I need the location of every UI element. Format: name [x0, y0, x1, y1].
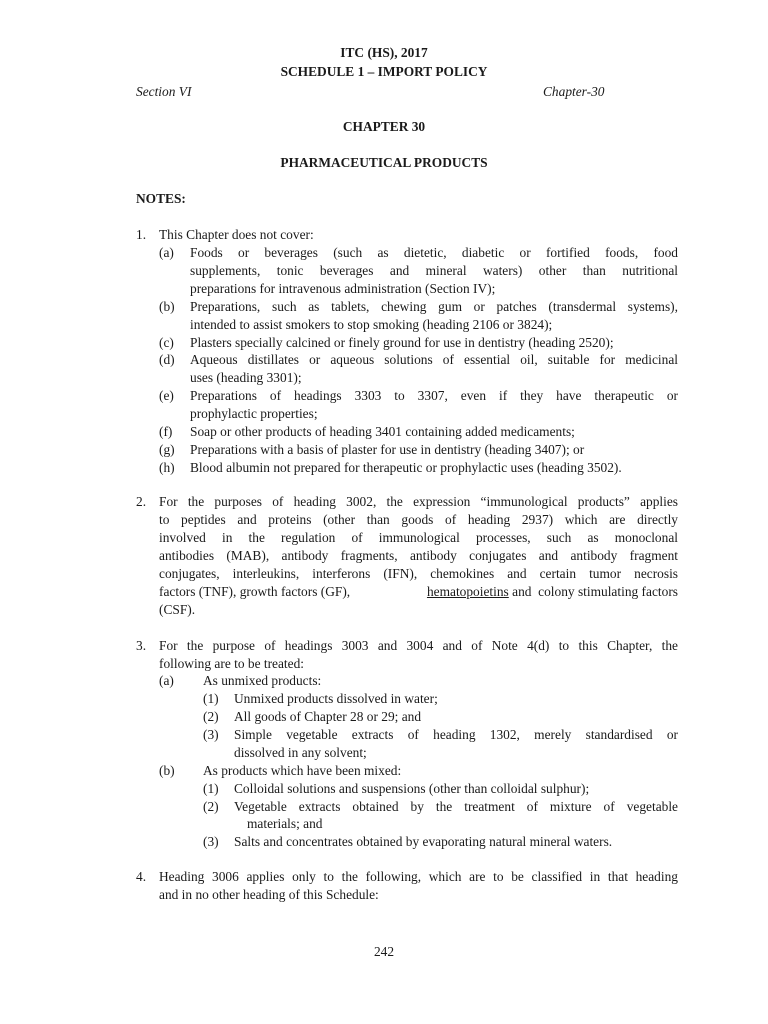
notes-heading: NOTES:: [136, 191, 186, 206]
note-line: and in no other heading of this Schedule:: [159, 887, 379, 902]
subitem-label: (2): [203, 799, 219, 814]
item-line: Plasters specially calcined or finely ground for use in dentistry (heading 2520);: [190, 335, 614, 350]
item-line: Preparations of headings 3303 to 3307, even if they have therapeutic or: [190, 388, 678, 403]
subitem-line: Salts and concentrates obtained by evaporating natural mineral waters.: [234, 834, 613, 849]
note-number: 3.: [136, 638, 147, 653]
section-label: Section VI: [136, 84, 192, 99]
note-text: factors (TNF), growth factors (GF),: [159, 584, 354, 599]
subitem-label: (2): [203, 709, 219, 724]
note-line: antibodies (MAB), antibody fragments, antibody conjugates and antibody fragment: [159, 548, 678, 563]
doc-header-subtitle: SCHEDULE 1 – IMPORT POLICY: [280, 64, 488, 79]
item-line: supplements, tonic beverages and mineral waters) other than nutritional: [190, 263, 678, 278]
note-line: to peptides and proteins (other than goods of heading 2937) which are directly: [159, 512, 678, 527]
chapter-ref-label: Chapter-30: [543, 84, 605, 99]
page-number: 242: [373, 944, 395, 959]
item-line: As unmixed products:: [203, 673, 322, 688]
subitem-line: materials; and: [247, 816, 323, 831]
subitem-line: Unmixed products dissolved in water;: [234, 691, 438, 706]
item-line: Preparations, such as tablets, chewing gum or patches (transdermal systems),: [190, 299, 678, 314]
note-line: [159, 583, 678, 601]
item-line: preparations for intravenous administration (Section IV);: [190, 281, 496, 296]
doc-header-title: ITC (HS), 2017: [340, 45, 428, 60]
item-label: (a): [159, 673, 174, 688]
chapter-name: PHARMACEUTICAL PRODUCTS: [280, 155, 488, 170]
subitem-line: Vegetable extracts obtained by the treatment of mixture of vegetable: [234, 799, 678, 814]
subitem-line: Simple vegetable extracts of heading 1302, merely standardised or: [234, 727, 678, 742]
subitem-line: Colloidal solutions and suspensions (other than colloidal sulphur);: [234, 781, 590, 796]
item-line: Preparations with a basis of plaster for use in dentistry (heading 3407); or: [190, 442, 585, 457]
note-intro: This Chapter does not cover:: [159, 227, 314, 242]
note-line: conjugates, interleukins, interferons (IFN), chemokines and certain tumor necrosis: [159, 566, 678, 581]
subitem-label: (3): [203, 727, 219, 742]
item-label: (b): [159, 299, 175, 314]
note-line: For the purpose of headings 3003 and 3004 and of Note 4(d) to this Chapter, the: [159, 638, 678, 653]
item-line: Foods or beverages (such as dietetic, diabetic or fortified foods, food: [190, 245, 678, 260]
note-number: 1.: [136, 227, 147, 242]
item-label: (f): [159, 424, 173, 439]
item-label: (c): [159, 335, 174, 350]
item-label: (a): [159, 245, 174, 260]
subitem-label: (3): [203, 834, 219, 849]
item-label: (d): [159, 352, 175, 367]
note-number: 4.: [136, 869, 147, 884]
item-line: uses (heading 3301);: [190, 370, 302, 385]
item-line: prophylactic properties;: [190, 406, 318, 421]
item-line: Blood albumin not prepared for therapeutic or prophylactic uses (heading 3502).: [190, 460, 622, 475]
chapter-title: CHAPTER 30: [342, 119, 426, 134]
underlined-term: hematopoietins: [426, 584, 509, 599]
note-line: following are to be treated:: [159, 656, 305, 671]
item-label: (h): [159, 460, 175, 475]
item-line: As products which have been mixed:: [203, 763, 402, 778]
note-line: For the purposes of heading 3002, the expression “immunological products” applies: [159, 494, 678, 509]
item-label: (g): [159, 442, 175, 457]
note-line: Heading 3006 applies only to the following, which are to be classified in that heading: [159, 869, 678, 884]
subitem-label: (1): [203, 691, 219, 706]
item-label: (e): [159, 388, 174, 403]
subitem-line: dissolved in any solvent;: [234, 745, 367, 760]
item-line: intended to assist smokers to stop smoking (heading 2106 or 3824);: [190, 317, 553, 332]
subitem-line: All goods of Chapter 28 or 29; and: [234, 709, 422, 724]
note-number: 2.: [136, 494, 147, 509]
note-line: (CSF).: [159, 602, 196, 617]
item-line: Soap or other products of heading 3401 containing added medicaments;: [190, 424, 575, 439]
item-line: Aqueous distillates or aqueous solutions of essential oil, suitable for medicinal: [190, 352, 678, 367]
item-label: (b): [159, 763, 175, 778]
subitem-label: (1): [203, 781, 219, 796]
note-text: and colony stimulating factors: [508, 584, 678, 599]
note-line: involved in the regulation of immunological processes, such as monoclonal: [159, 530, 678, 545]
